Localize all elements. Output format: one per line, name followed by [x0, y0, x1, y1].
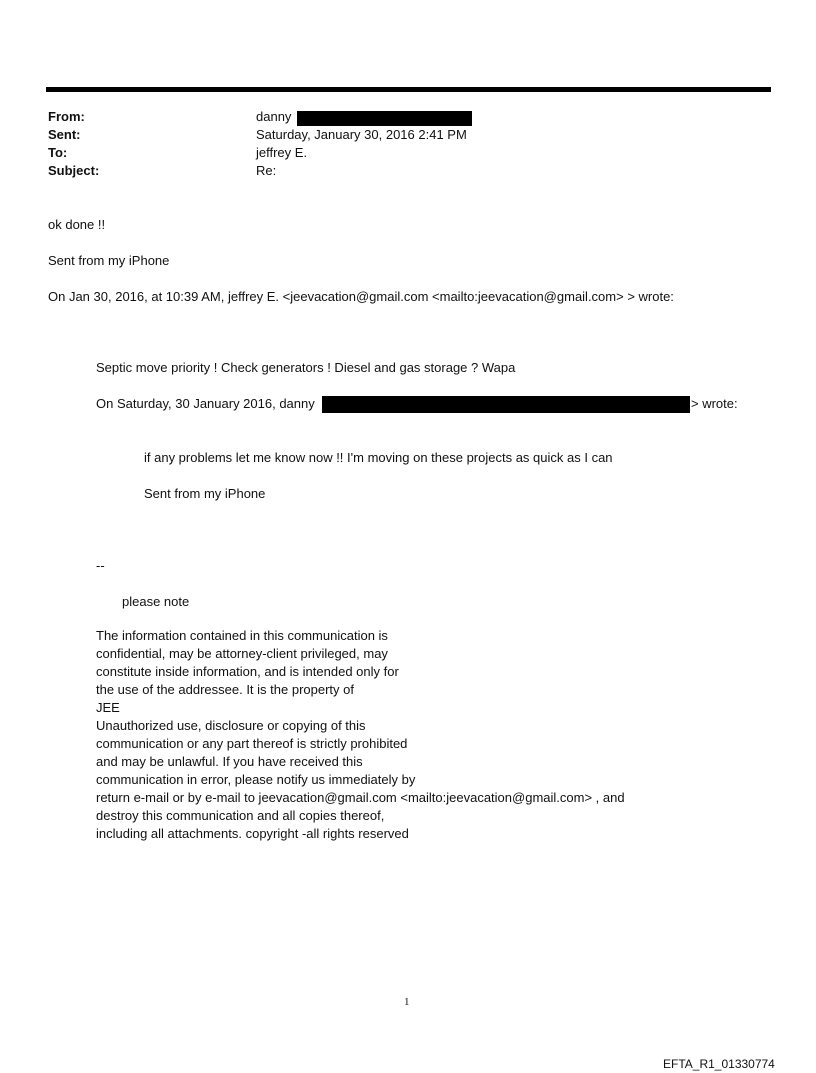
disclaimer-line: JEE [96, 700, 120, 715]
quote-intro: On Jan 30, 2016, at 10:39 AM, jeffrey E. <jeevacation@gmail.com <mailto:jeevacation@gmail.com> > wrote: [48, 289, 674, 304]
disclaimer-line: including all attachments. copyright -all rights reserved [96, 826, 409, 841]
page-number: 1 [404, 996, 410, 1008]
please-note: please note [122, 594, 190, 609]
reply-signature: Sent from my iPhone [48, 253, 170, 268]
disclaimer-line: The information contained in this communication is [96, 628, 388, 643]
from-label: From: [48, 109, 85, 124]
from-value: danny [256, 109, 292, 124]
disclaimer-line: return e-mail or by e-mail to jeevacation@gmail.com <mailto:jeevacation@gmail.com> , and [96, 790, 625, 805]
sent-label: Sent: [48, 127, 81, 142]
nested-quote-wrote: > wrote: [691, 396, 738, 411]
signature-separator: -- [96, 558, 105, 573]
disclaimer-line: confidential, may be attorney-client privileged, may [96, 646, 388, 661]
disclaimer [96, 627, 625, 843]
header-divider [46, 87, 771, 92]
redaction-box [297, 111, 472, 126]
quoted-message: Septic move priority ! Check generators ! Diesel and gas storage ? Wapa [96, 360, 516, 375]
disclaimer-line: Unauthorized use, disclosure or copying of this [96, 718, 366, 733]
disclaimer-line: destroy this communication and all copies thereof, [96, 808, 385, 823]
nested-signature: Sent from my iPhone [144, 486, 266, 501]
to-value: jeffrey E. [256, 145, 308, 160]
subject-label: Subject: [48, 163, 100, 178]
disclaimer-line: the use of the addressee. It is the property of [96, 682, 354, 697]
disclaimer-line: communication or any part thereof is strictly prohibited [96, 736, 408, 751]
disclaimer-line: and may be unlawful. If you have received this [96, 754, 363, 769]
subject-value: Re: [256, 163, 277, 178]
nested-message: if any problems let me know now !! I'm moving on these projects as quick as I can [144, 450, 613, 465]
sent-value: Saturday, January 30, 2016 2:41 PM [256, 127, 467, 142]
nested-quote-intro: On Saturday, 30 January 2016, danny [96, 396, 315, 411]
reply-message: ok done !! [48, 217, 106, 232]
disclaimer-line: communication in error, please notify us immediately by [96, 772, 416, 787]
redaction-box [322, 396, 690, 413]
disclaimer-line: constitute inside information, and is intended only for [96, 664, 399, 679]
to-label: To: [48, 145, 68, 160]
document-id: EFTA_R1_01330774 [663, 1057, 775, 1071]
